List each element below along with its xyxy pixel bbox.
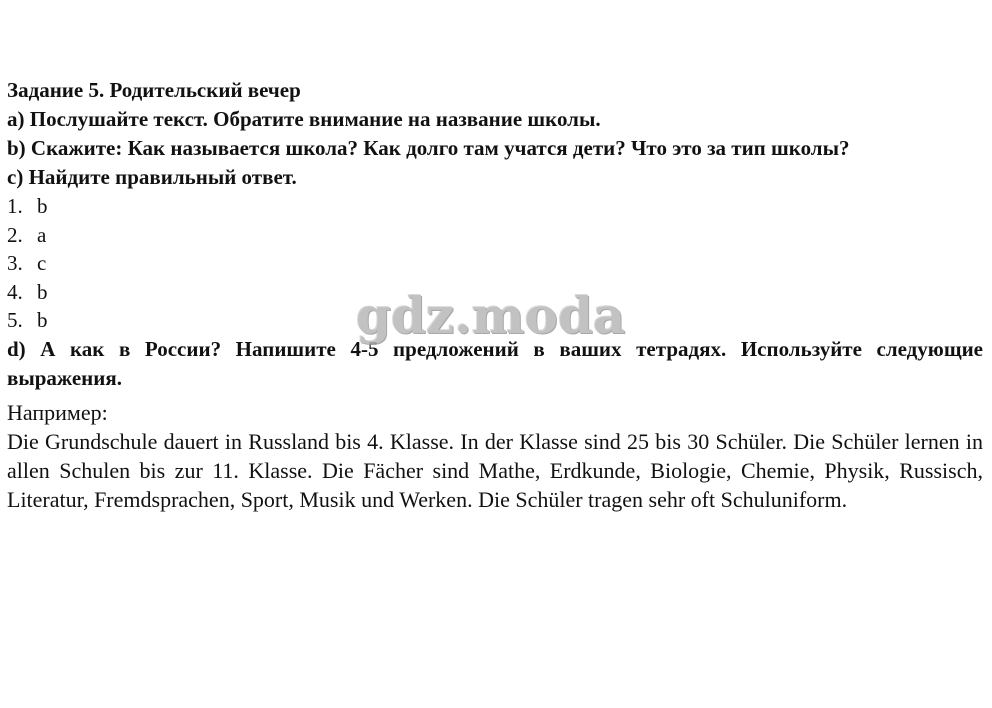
task-part-d: d) А как в России? Напишите 4-5 предложений в ваших тетрадях. Используйте следующие выражения. bbox=[7, 336, 983, 390]
answer-value: c bbox=[37, 251, 47, 275]
answer-value: a bbox=[37, 222, 47, 247]
task-part-b: b) Скажите: Как называется школа? Как долго там учатся дети? Что это за тип школы? bbox=[7, 136, 850, 160]
task-part-a: a) Послушайте текст. Обратите внимание на название школы. bbox=[7, 107, 601, 131]
answer-value: b bbox=[37, 308, 48, 332]
answer-item bbox=[7, 221, 983, 250]
answer-item bbox=[7, 278, 983, 307]
answer-number: 1. bbox=[7, 194, 23, 218]
answer-number: 4. bbox=[7, 279, 23, 304]
task-document bbox=[7, 76, 983, 514]
task-title: Задание 5. Родительский вечер bbox=[7, 78, 301, 102]
answer-number: 3. bbox=[7, 251, 23, 275]
answer-list bbox=[7, 192, 983, 335]
answer-item bbox=[7, 249, 983, 278]
watermark-logo: gdz.moda bbox=[356, 286, 626, 345]
answer-number: 5. bbox=[7, 308, 23, 332]
example-label: Например: bbox=[7, 399, 108, 425]
task-part-d-block bbox=[7, 335, 983, 393]
answer-value: b bbox=[37, 194, 48, 218]
answer-value: b bbox=[37, 279, 48, 304]
answer-item bbox=[7, 306, 983, 335]
example-text: Die Grundschule dauert in Russland bis 4. Klasse. In der Klasse sind 25 bis 30 Schüler. Die Schüler lernen in allen Schulen bis zur 11. Klasse. Die Fächer sind Mathe, Erdkunde, Biologie, Chemie, Physik, Russisch, Literatur, Fremdsprachen, Sport, Musik und Werken. Die Schüler tragen sehr oft Schuluniform. bbox=[7, 428, 983, 512]
task-instructions bbox=[7, 76, 983, 192]
task-part-c: c) Найдите правильный ответ. bbox=[7, 165, 297, 189]
answer-item bbox=[7, 192, 983, 221]
example-block bbox=[7, 398, 983, 514]
answer-number: 2. bbox=[7, 222, 23, 247]
